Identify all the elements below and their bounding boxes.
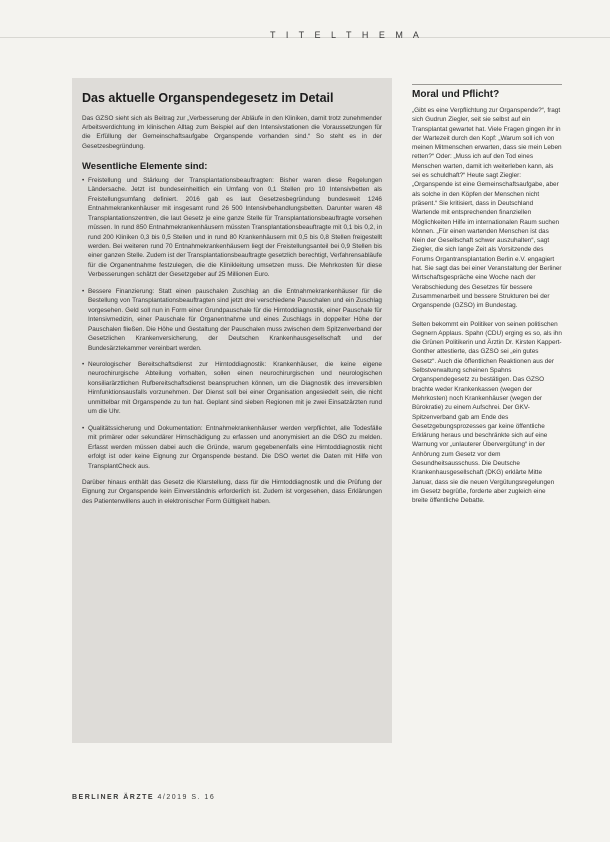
footer-brand: BERLINER ÄRZTE [72,794,155,801]
bullet-icon: • [82,360,85,368]
box-intro: Das GZSO sieht sich als Beitrag zur „Verbesserung der Abläufe in den Kliniken, damit trotz zunehmender Arbeitsverdichtung im klinischen Alltag zum Beispiel auf den Intensivstationen die Voraussetzungen für die Erfüllung der Gemeinschaftsaufgabe Organspende vorhanden sind.“ So steht es in der Gesetzesbegründung. [82,115,382,150]
info-box [72,78,392,743]
footer-issue: 4/2019 S. 16 [157,794,216,801]
list-item [82,176,382,280]
list-item [82,287,382,353]
sidebar-paragraph: Selten bekommt ein Politiker von seinen politischen Gegnern Applaus. Spahn (CDU) erging es so, als ihn die Grünen Politikerin und Ärztin Dr. Kirsten Kappert-Gonther attestierte, das GZSO sei „ein gutes Gesetz“. Auch die öffentlichen Reaktionen aus der Selbstverwaltung scheinen Spahns Organspendegesetz zu bestätigen. Das GZSO brachte weder Krankenkassen (wegen der Mehrkosten) noch Krankenhäuser (wegen der Bürokratie) zu einem Aufschrei. Der GKV-Spitzenverband gab am Ende des Gesetzgebungsprozesses gar keine öffentliche Erklärung heraus und beschränkte sich auf eine Warnung vor „unlauterer Übervergütung“ in der Anhörung zum Gesetz vor dem Gesundheitsausschuss. Die Deutsche Krankenhausgesellschaft (DKG) erklärte Mitte Januar, dass sie die neuen Vergütungsregelungen im Gesetz begrüße, forderte aber zugleich eine breite öffentliche Debatte. [412,320,562,505]
list-item [82,360,382,417]
section-label: T I T E L T H E M A [270,30,423,40]
list-item-text: Freistellung und Stärkung der Transplantationsbeauftragten: Bisher waren diese Regelungen Ländersache. Jetzt ist bundeseinheitlich ein Umfang von 0,1 Stellen pro 10 Intensivbetten als Freistellungsumfang definiert. 2016 gab es laut Gesetzesbegründung bundesweit 1246 Entnahmekrankenhäuser mit insgesamt rund 26 500 Intensivbehandlungsbetten. Darunter waren 48 Transplantationszentren, die laut Gesetz je eine ganze Stelle für Transplantationsbeauftragte vorsehen müssen. In rund 850 Entnahmekrankenhäusern müssten Transplantationsbeauftragte mit 0,1 bis 0,2, in rund 200 Kliniken 0,3 bis 0,5 Stellen und in rund 80 Krankenhäusern mit 0,5 bis 0,8 Stellen freigestellt werden. Bei weiteren rund 70 Entnahmekrankenhäusern liegt der Freistellungsanteil bei 0,9 Stellen bis einer ganzen Stelle. Zudem ist der Transplantationsbeauftragte gesetzlich berechtigt, Verfahrensabläufe für die Organentnahme festzulegen, die die Klinikleitung umsetzen muss. Die Mehrkosten für diese Verbesserungen schätzt der Gesetzgeber auf 25 Millionen Euro. [88,176,382,279]
list-item-text: Bessere Finanzierung: Statt einen pauschalen Zuschlag an die Entnahmekrankenhäuser für die Bestellung von Transplantationsbeauftragten sind jetzt drei verschiedene Pauschalen und ein Zuschlag vorgesehen. Geld soll nun in Form einer Grundpauschale für die Hirntoddiagnostik, einer Pauschale für Intensivmedizin, einer Pauschale für Organentnahme und eines Zuschlags in doppelter Höhe der Pauschalen fließen. Die Höhe und Gestaltung der Pauschalen muss zwischen dem Spitzenverband der Gesetzlichen Krankenversicherung, der Deutschen Krankenhausgesellschaft und der Bundesärztekammer vereinbart werden. [88,287,382,352]
sidebar-heading: Moral und Pflicht? [412,89,500,100]
bullet-icon: • [82,176,85,184]
bullet-icon: • [82,287,85,295]
box-subtitle: Wesentliche Elemente sind: [82,160,208,172]
bullet-icon: • [82,424,85,432]
list-item [82,424,382,471]
list-item-text: Neurologischer Bereitschaftsdienst zur Hirntoddiagnostik: Krankenhäuser, die keine eigene neurochirurgische Abteilung vorhalten, sollen einen neurochirurgischen und neurologischen konsiliarärztlichen Rufbereitschaftsdienst beanspruchen können, um die Diagnostik des irreversiblen Hirnfunktionsausfalls vorzunehmen. Der Dienst soll bei einer Organisation angesiedelt sein, die nicht unmittelbar mit Organspende zu tun hat. Geplant sind sieben Regionen mit je zwei Einsatzärzten rund um die Uhr. [88,360,382,416]
box-outro: Darüber hinaus enthält das Gesetz die Klarstellung, dass für die Hirntoddiagnostik und die Prüfung der Eignung zur Organspende kein Einverständnis erforderlich ist. Zudem ist vorgesehen, dass Erklärungen des Patientenwillens auch in elektronischer Form Gültigkeit haben. [82,478,382,505]
page-footer [72,794,215,801]
sidebar-paragraph: „Gibt es eine Verpflichtung zur Organspende?“, fragt sich Gudrun Ziegler, seit sie selbst auf ein Transplantat gewartet hat. Viele Fragen gingen ihr in der Wartezeit durch den Kopf: „Warum soll ich von meinen Mitmenschen erwarten, dass sie mein Leben retten?“ Oder: „Muss ich auf den Tod eines Menschen warten, damit ich weiterleben kann, als sei es schuldhaft?“ Heute sagt Ziegler: „Organspende ist eine Gemeinschaftsaufgabe, aber als solche in den Köpfen der Menschen nicht präsent.“ Sie kritisiert, dass in Deutschland Wartende mit entsprechenden finanziellen Möglichkeiten Hilfe im internationalen Raum suchen können. „Für einen wartenden Menschen ist das Nein der Gesellschaft schwer auszuhalten“, sagt Ziegler, die sich lange Zeit als Vorsitzende des Forums Organtransplantation Berlin e.V. engagiert hat. Sie sagt das bei einer Veranstaltung der Berliner Wirtschaftsgespräche eine Woche nach der Verabschiedung des Gesetzes für bessere Zusammenarbeit und bessere Strukturen bei der Organspende (GZSO) im Bundestag. [412,107,562,310]
list-item-text: Qualitätssicherung und Dokumentation: Entnahmekrankenhäuser werden verpflichtet, alle Todesfälle mit primärer oder sekundärer Hirnschädigung zu erfassen und anonymisiert an die DSO zu melden. Erfasst werden müssen dabei auch die Gründe, warum gegebenenfalls eine Hirntoddiagnostik nicht erfolgt ist oder keine Eignung zur Organspende bestand. Die DSO wertet die Daten mit Hilfe von TransplantCheck aus. [88,424,382,470]
box-title: Das aktuelle Organspendegesetz im Detail [82,91,334,105]
elements-list [82,176,382,471]
sidebar-column [412,84,562,505]
